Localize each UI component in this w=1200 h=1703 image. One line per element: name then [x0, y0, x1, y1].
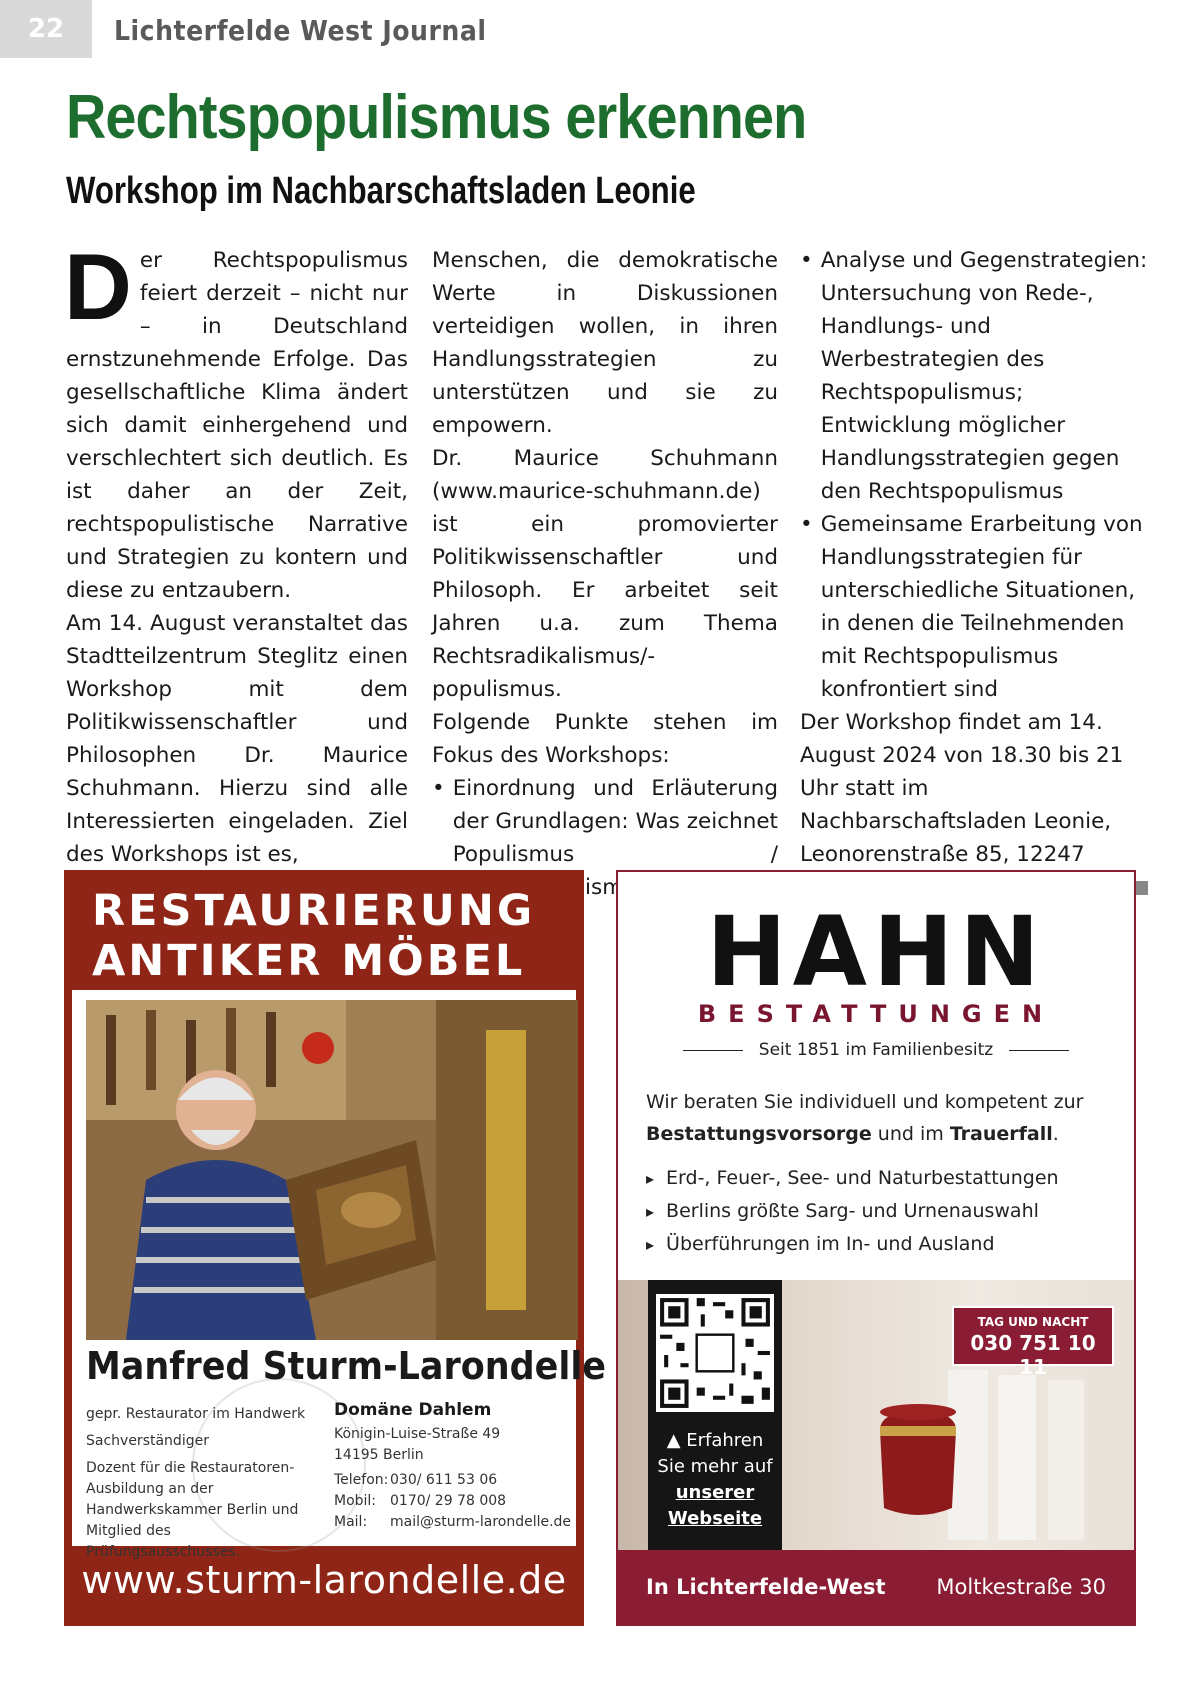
article-paragraph: Dr. Maurice Schuhmann (www.maurice-schuhmann.de) ist ein promovierter Politikwissenschaftler und Philosoph. Er arbeitet seit Jahren u.a. zum Thema Rechtsradikalismus/-populismus. [432, 446, 778, 702]
article-column-1 [64, 234, 408, 871]
article-paragraph: Menschen, die demokratische Werte in Diskussionen verteidigen wollen, in ihren Handlungsstrategien zu unterstützen und sie zu empowern. [432, 248, 778, 438]
footer-location: In Lichterfelde-West [646, 1575, 886, 1599]
article-paragraph: er Rechtspopulismus feiert derzeit – nicht nur – in Deutschland ernstzunehmende Erfolge. Das gesellschaftliche Klima ändert sich damit einhergehend und verschlechtert sich deutlich. Es ist daher an der Zeit, rechtspopulistische Narrative und Strategien zu kontern und diese zu entzaubern. [66, 248, 408, 603]
bullet-item: • Analyse und Gegenstrategien: Untersuchung von Rede-, Handlungs- und Werbestrategien des Rechtspopulismus; Entwicklung möglicher Handlungsstrategien gegen den Rechtspopulismus [800, 248, 1148, 504]
qr-caption[interactable]: ▲ Erfahren Sie mehr auf unserer Webseite [657, 1430, 773, 1529]
article-closing: Der Workshop findet am 14. August 2024 von 18.30 bis 21 Uhr statt im Nachbarschaftsladen Leonie, Leonorenstraße 85, 12247 [800, 706, 1148, 904]
services-list [646, 1162, 1116, 1261]
restorer-name: Manfred Sturm-Larondelle [86, 1344, 607, 1388]
logo-subtitle: BESTATTUNGEN [697, 1000, 1055, 1028]
phone-number[interactable]: 030/ 611 53 06 [390, 1472, 498, 1488]
qr-panel[interactable] [648, 1280, 782, 1552]
ad-footer [618, 1550, 1134, 1624]
ad-title: RESTAURIERUNG ANTIKER MÖBEL [92, 886, 536, 986]
service-item: ▸ Erd-, Feuer-, See- und Naturbestattungen [646, 1162, 1116, 1195]
ad-content [72, 990, 607, 1560]
drop-cap: D [64, 234, 132, 339]
footer-address: Moltkestraße 30 [936, 1575, 1106, 1599]
website-link[interactable]: www.sturm-larondelle.de [81, 1558, 567, 1602]
article-paragraph: Am 14. August veranstaltet das Stadtteilzentrum Steglitz einen Workshop mit dem Politikwissenschaftler und Philosophen Dr. Maurice Schuhmann. Hierzu sind alle Interessierten eingeladen. Ziel des Workshops ist es, [66, 611, 408, 867]
service-item: ▸ Berlins größte Sarg- und Urnenauswahl [646, 1195, 1116, 1228]
restorer-contact: Domäne Dahlem Königin-Luise-Straße 49 14195 Berlin Telefon: 030/ 611 53 06 Mobil: 0170/ 29 78 008 Mail: mail@sturm-larondelle.de [334, 1400, 574, 1533]
location-name: Domäne Dahlem [334, 1400, 492, 1420]
since-line: Seit 1851 im Familienbesitz [618, 1040, 1134, 1060]
page-number: 22 [0, 0, 92, 58]
phone-number: 030 751 10 11 [970, 1331, 1096, 1379]
ad-restaurierung[interactable] [64, 870, 607, 1626]
phone-badge[interactable]: TAG UND NACHT 030 751 10 11 [952, 1306, 1114, 1366]
bullet-item: • Gemeinsame Erarbeitung von Handlungsstrategien für unterschiedliche Situationen, in denen die Teilnehmenden mit Rechtspopulismus konfrontiert sind [800, 512, 1143, 702]
restorer-credentials: gepr. Restaurator im Handwerk Sachverständiger Dozent für die Restauratoren-Ausbildung an der Handwerkskammer Berlin und Mitglied des Prüfungsausschusses. [86, 1406, 306, 1560]
ad-intro: Wir beraten Sie individuell und kompetent zur Bestattungsvorsorge und im Trauerfall. [646, 1091, 1084, 1145]
qr-code-icon[interactable] [656, 1294, 774, 1412]
bullet-item: • Einordnung und Erläuterung der Grundlagen: Was zeichnet Populismus / [432, 776, 778, 867]
hahn-logo: HAHN [706, 896, 1046, 1008]
service-item: ▸ Überführungen im In- und Ausland [646, 1228, 1116, 1261]
article-column-2 [432, 244, 778, 904]
article-paragraph: Folgende Punkte stehen im Fokus des Workshops: [432, 710, 778, 768]
journal-title: Lichterfelde West Journal [114, 14, 487, 47]
end-mark-icon [1134, 881, 1148, 895]
ad-hahn-bestattungen[interactable] [616, 870, 1136, 1626]
article-column-3 [800, 244, 1148, 904]
workshop-photo [86, 1000, 578, 1340]
article-headline: Rechtspopulismus erkennen [66, 83, 807, 152]
email-link[interactable]: mail@sturm-larondelle.de [390, 1514, 572, 1530]
article-subheadline: Workshop im Nachbarschaftsladen Leonie [66, 170, 696, 212]
mobile-number[interactable]: 0170/ 29 78 008 [390, 1493, 507, 1509]
